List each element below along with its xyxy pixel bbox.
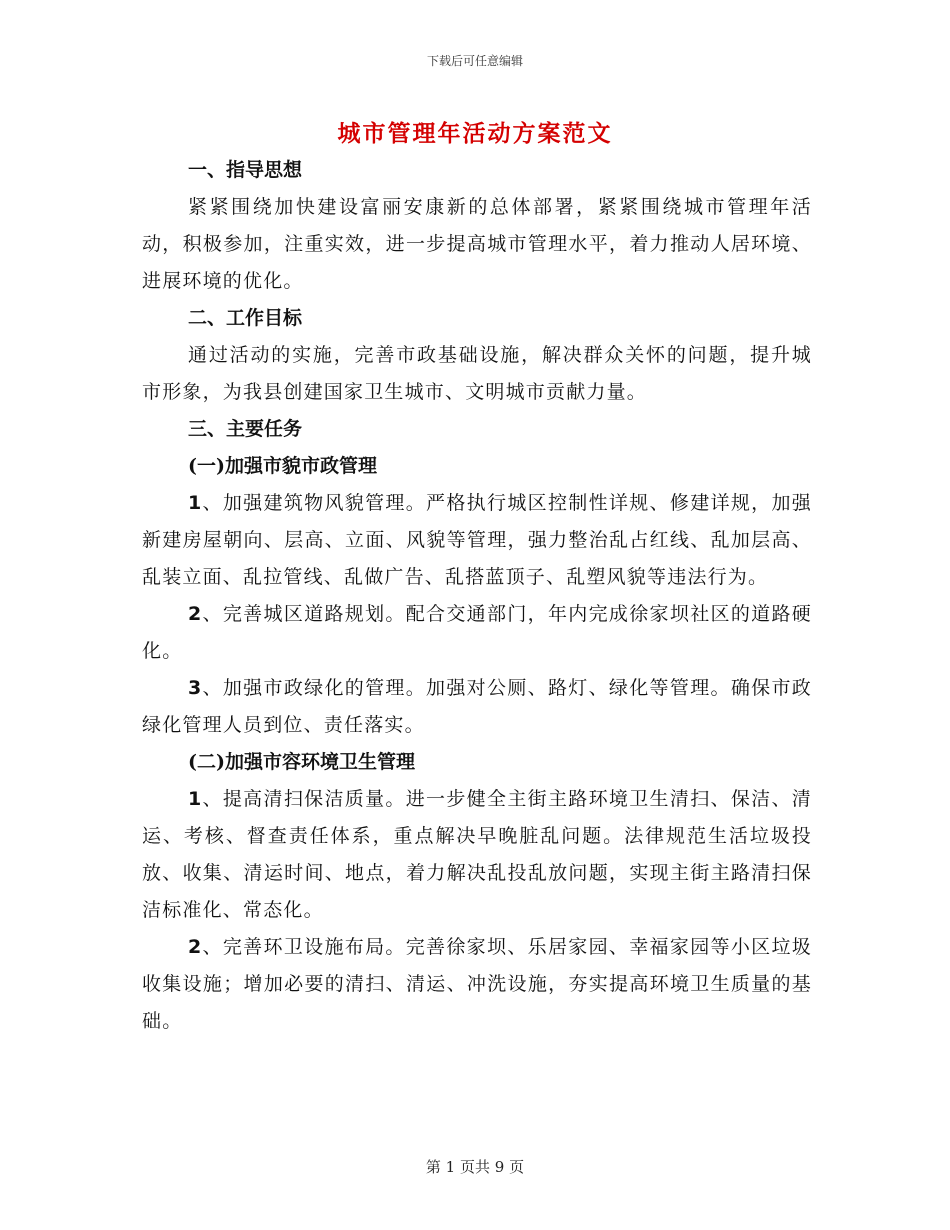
item-text: 、完善城区道路规划。配合交通部门，年内完成徐家坝社区的道路硬化。 <box>142 603 812 662</box>
section-heading-guiding-ideology: 一、指导思想 <box>188 159 303 181</box>
subsection-heading-sanitation: (二)加强市容环境卫生管理 <box>188 751 415 773</box>
item-text: 、完善环卫设施布局。完善徐家坝、乐居家园、幸福家园等小区垃圾收集设施；增加必要的清扫、清运、冲洗设施，夯实提高环境卫生质量的基础。 <box>142 936 812 1032</box>
item-number: 3 <box>188 677 203 699</box>
list-item <box>142 929 812 1040</box>
item-text: 、提高清扫保洁质量。进一步健全主街主路环境卫生清扫、保洁、清运、考核、督查责任体系，重点解决早晚脏乱问题。法律规范生活垃圾投放、收集、清运时间、地点，着力解决乱投乱放问题，实现主街主路清扫保洁标准化、常态化。 <box>142 788 812 921</box>
section-heading-main-tasks: 三、主要任务 <box>188 418 303 440</box>
item-text: 、加强建筑物风貌管理。严格执行城区控制性详规、修建详规，加强新建房屋朝向、层高、立面、风貌等管理，强力整治乱占红线、乱加层高、乱装立面、乱拉管线、乱做广告、乱搭蓝顶子、乱塑风貌等违法行为。 <box>142 492 812 588</box>
list-item <box>142 596 812 670</box>
item-number: 1 <box>188 788 203 810</box>
item-number: 1 <box>188 492 203 514</box>
page-header: 下载后可任意编辑 <box>426 54 523 68</box>
list-item <box>142 670 812 744</box>
paragraph-work-goals: 通过活动的实施，完善市政基础设施，解决群众关怀的问题，提升城市形象，为我县创建国家卫生城市、文明城市贡献力量。 <box>142 344 812 403</box>
section-heading-work-goals: 二、工作目标 <box>188 307 303 329</box>
subsection-heading-city-appearance: (一)加强市貌市政管理 <box>188 455 377 477</box>
document-title: 城市管理年活动方案范文 <box>337 120 613 147</box>
item-number: 2 <box>188 936 203 958</box>
item-text: 、加强市政绿化的管理。加强对公厕、路灯、绿化等管理。确保市政绿化管理人员到位、责任落实。 <box>142 677 812 736</box>
list-item <box>142 485 812 596</box>
item-number: 2 <box>188 603 203 625</box>
document-body <box>142 152 812 1040</box>
page-footer: 第 1 页共 9 页 <box>425 1158 525 1176</box>
paragraph-guiding-ideology: 紧紧围绕加快建设富丽安康新的总体部署，紧紧围绕城市管理年活动，积极参加，注重实效，进一步提高城市管理水平，着力推动人居环境、进展环境的优化。 <box>142 196 812 292</box>
list-item <box>142 781 812 929</box>
